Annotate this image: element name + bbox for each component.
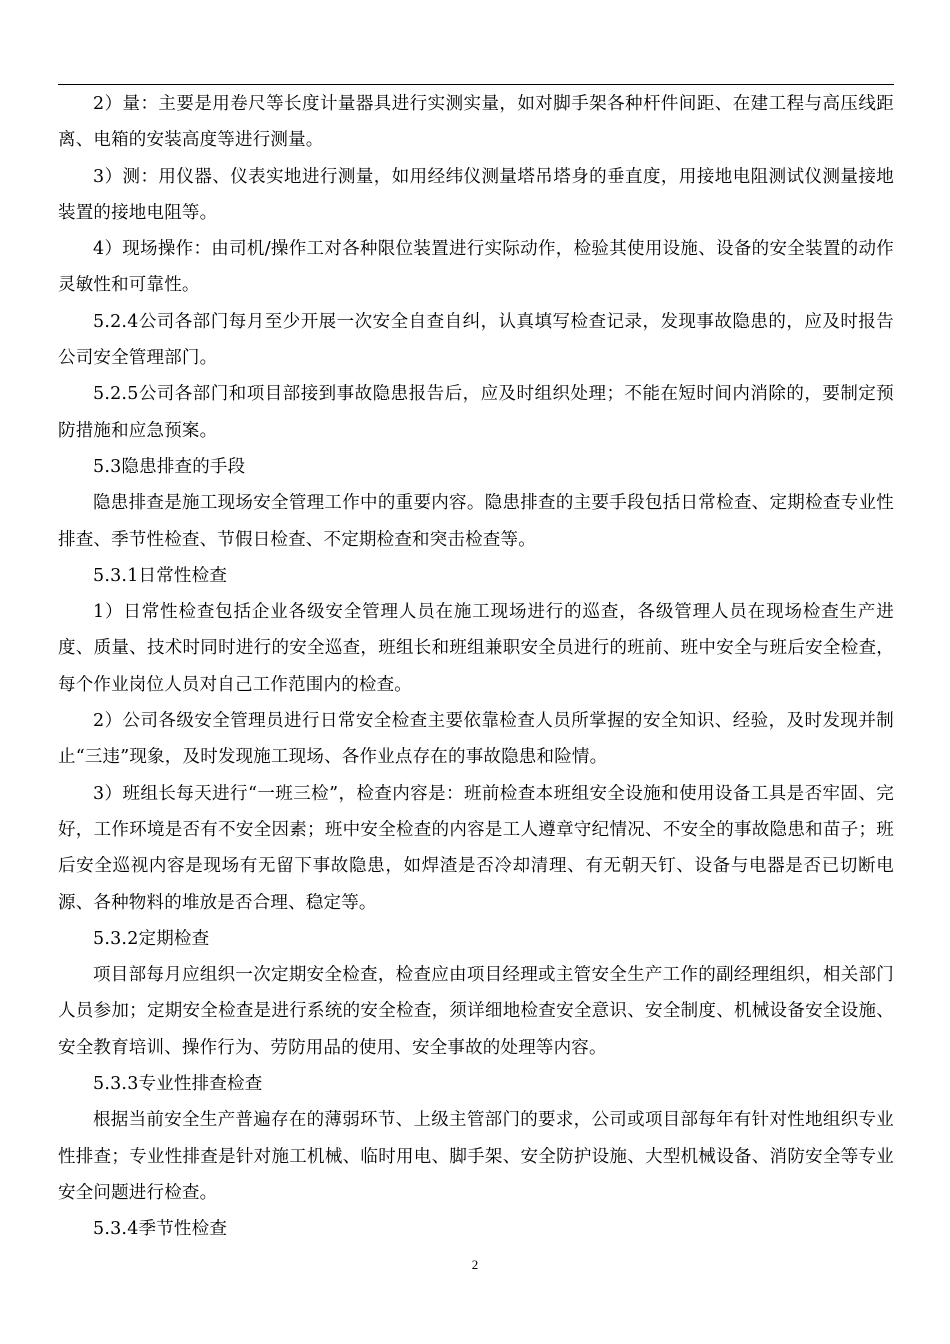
section-heading-5-3-1: 5.3.1日常性检查 [93,565,228,586]
paragraph-daily-check-3: 3）班组长每天进行“一班三检”，检查内容是：班前检查本班组安全设施和使用设备工具是否牢固、完好，工作环境是否有不安全因素；班中安全检查的内容是工人遵章守纪情况、不安全的事故隐患和苗子；班后安全巡视内容是现场有无留下事故隐患，如焊渣是否冷却清理、有无朝天钉、设备与电器是否已切断电源、各种物料的堆放是否合理、稳定等。 [58,783,894,913]
paragraph-daily-check-2: 2）公司各级安全管理员进行日常安全检查主要依靠检查人员所掌握的安全知识、经验，及时发现并制止“三违”现象，及时发现施工现场、各作业点存在的事故隐患和险情。 [58,711,894,768]
section-heading-5-3: 5.3隐患排查的手段 [93,456,246,477]
paragraph-field-operation-item: 4）现场操作：由司机/操作工对各种限位装置进行实际动作，检验其使用设施、设备的安全装置的动作灵敏性和可靠性。 [58,239,894,296]
paragraph-daily-check-1: 1）日常性检查包括企业各级安全管理人员在施工现场进行的巡查，各级管理人员在现场检查生产进度、质量、技术时同时进行的安全巡查，班组长和班组兼职安全员进行的班前、班中安全与班后安全检查，每个作业岗位人员对自己工作范围内的检查。 [58,602,894,695]
paragraph-5-2-5: 5.2.5公司各部门和项目部接到事故隐患报告后，应及时组织处理；不能在短时间内消除的，要制定预防措施和应急预案。 [58,384,894,441]
section-heading-5-3-2: 5.3.2定期检查 [93,928,210,949]
page-number: 2 [471,1257,479,1272]
paragraph-5-2-4: 5.2.4公司各部门每月至少开展一次安全自查自纠，认真填写检查记录，发现事故隐患的，应及时报告公司安全管理部门。 [58,311,894,369]
paragraph-measure-item: 2）量：主要是用卷尺等长度计量器具进行实测实量，如对脚手架各种杆件间距、在建工程与高压线距离、电箱的安装高度等进行测量。 [58,94,894,151]
paragraph-periodic-check: 项目部每月应组织一次定期安全检查，检查应由项目经理或主管安全生产工作的副经理组织，相关部门人员参加；定期安全检查是进行系统的安全检查，须详细地检查安全意识、安全制度、机械设备安全设施、安全教育培训、操作行为、劳防用品的使用、安全事故的处理等内容。 [58,965,894,1058]
section-heading-5-3-3: 5.3.3专业性排查检查 [93,1074,263,1095]
paragraph-specialized-check: 根据当前安全生产普遍存在的薄弱环节、上级主管部门的要求，公司或项目部每年有针对性地组织专业性排查；专业性排查是针对施工机械、临时用电、脚手架、安全防护设施、大型机械设备、消防安全等专业安全问题进行检查。 [58,1110,894,1203]
header-rule [58,84,894,85]
paragraph-instrument-item: 3）测：用仪器、仪表实地进行测量，如用经纬仪测量塔吊塔身的垂直度，用接地电阻测试仪测量接地装置的接地电阻等。 [58,166,894,223]
paragraph-5-3-intro: 隐患排查是施工现场安全管理工作中的重要内容。隐患排查的主要手段包括日常检查、定期检查专业性排查、季节性检查、节假日检查、不定期检查和突击检查等。 [58,493,894,550]
section-heading-5-3-4: 5.3.4季节性检查 [93,1219,228,1240]
body-text [58,86,894,1248]
